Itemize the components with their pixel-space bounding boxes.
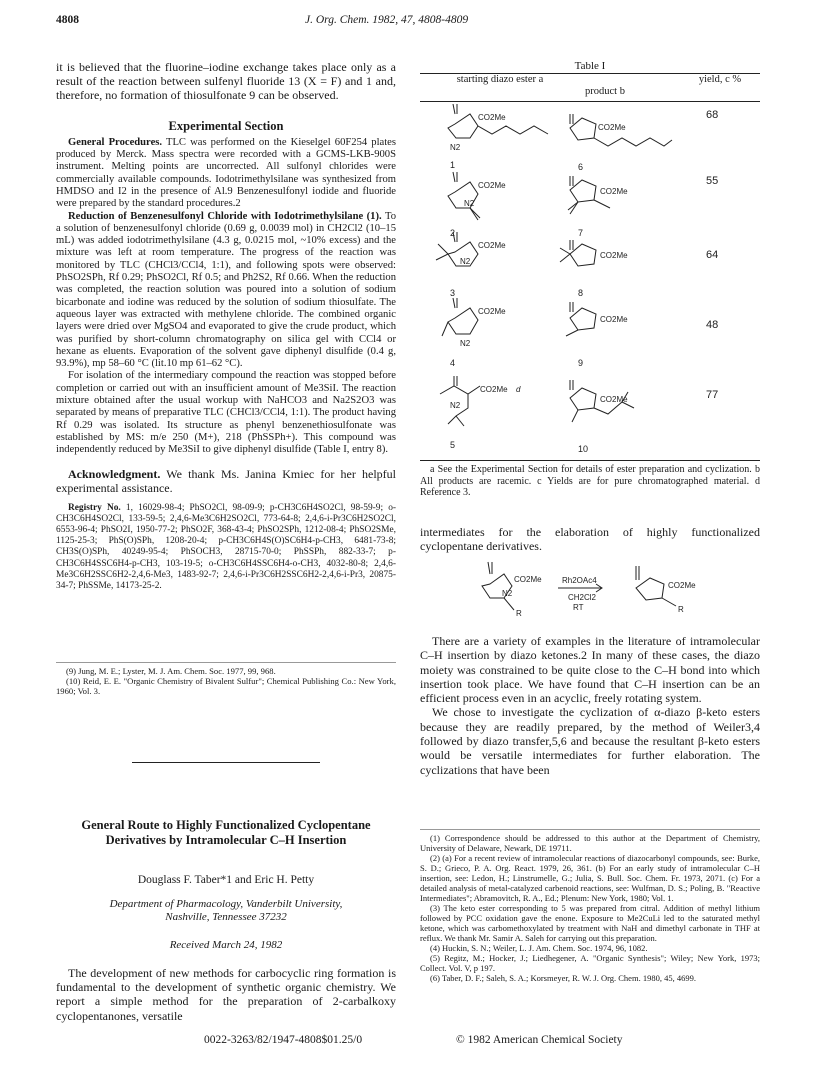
compound-number: 5: [450, 440, 456, 450]
reference-item: (1) Correspondence should be addressed to this author at the Department of Chemistry, University of Delaware, Newark, DE 19711.: [420, 833, 760, 853]
reduction-paragraph: [56, 211, 396, 371]
table-header-start: starting diazo ester a: [456, 74, 544, 85]
co2me-label: CO2Me: [478, 113, 506, 122]
received-date: Received March 24, 1982: [169, 939, 283, 951]
footer-code: 0022-3263/82/1947-4808$01.25/0: [204, 1034, 363, 1046]
co2me-label: CO2Me: [478, 181, 506, 190]
article-divider: [132, 762, 320, 763]
right-references: [420, 833, 760, 983]
n2-label: N2: [450, 143, 461, 152]
abstract-text: The development of new methods for carbocyclic ring formation is fundamental to the development of synthetic organic chemistry. We report a simple method for the preparation of 2-carbalkoxy cyclopentanones, versatile: [56, 966, 396, 1023]
co2me-label: CO2Me: [600, 187, 628, 196]
compound-number: 4: [450, 358, 456, 368]
yield-value: 68: [706, 109, 719, 121]
compound-number: 6: [578, 162, 584, 172]
registry-heading: Registry No.: [68, 502, 121, 513]
reference-item: (6) Taber, D. F.; Saleh, S. A.; Korsmeyer, R. W. J. Org. Chem. 1980, 45, 4699.: [430, 973, 696, 983]
reference-item: (2) (a) For a recent review of intramolecular reactions of diazocarbonyl compounds, see: Burke, S. D.; Grieco, P. A. Org. React. 1979, 26, 361. (b) For an early study of intramolecular C–H insertion, see: Ledon, H.; Linstrumelle, G.; Julia, S. Bull. Soc. Chem. Fr. 1973, 2071. (c) For a detailed analysis of metal-catalyzed carbenoid reactions, see: Wulfman, D. S.; Poling, B. "Reactive Intermediates"; Abramovitch, R. A., Ed.; Plenum: New York, 1980; Vol. 1.: [420, 853, 760, 903]
co2me-label: CO2Me: [600, 395, 628, 404]
acknowledgment-text: We thank Ms. Janina Kmiec for her helpful experimental assistance.: [56, 466, 396, 495]
n2-label: N2: [464, 199, 475, 208]
compound-number: 7: [578, 228, 584, 238]
reaction-scheme: [470, 558, 730, 628]
co2me-label: CO2Me: [514, 575, 542, 584]
temperature-label: RT: [573, 603, 584, 612]
reduction-heading: Reduction of Benzenesulfonyl Chloride with Iodotrimethylsilane (1).: [68, 210, 382, 222]
co2me-label: CO2Me: [480, 385, 508, 394]
intermediates-text: intermediates for the elaboration of highly functionalized cyclopentane derivatives.: [420, 525, 760, 554]
reference-item: (10) Reid, E. E. "Organic Chemistry of Bivalent Sulfur"; Chemical Publishing Co.: New York, 1960; Vol. 3.: [56, 676, 396, 697]
yield-value: 55: [706, 175, 719, 187]
body-paragraph: We chose to investigate the cyclization of α-diazo β-keto esters because they are readily prepared, by the method of Weiler3,4 followed by diazo transfer,5,6 and because the resultant β-keto esters would be versatile intermediates for further elaboration. The cyclizations that have been: [420, 705, 760, 777]
r-label: R: [516, 609, 522, 618]
reference-item: (3) The keto ester corresponding to 5 was prepared from citral. Addition of methyl lithium followed by PCC oxidation gave the enone. Exposure to Me2CuLi led to the saturated methyl ketone, which was carbomethoxylated by treatment with NaH and dimethyl carbonate in THF at reflux. We thank Mr. Samir A. Saleh for carrying out this preparation.: [420, 903, 760, 943]
table-title: Table I: [574, 60, 606, 72]
reference-item: (9) Jung, M. E.; Lyster, M. J. Am. Chem. Soc. 1977, 99, 968.: [66, 666, 276, 676]
reference-item: (4) Huckin, S. N.; Weiler, L. J. Am. Chem. Soc. 1974, 96, 1082.: [430, 943, 648, 953]
table-structures: [420, 104, 760, 464]
registry-paragraph: [56, 503, 396, 593]
registry-text: 1, 16029-98-4; PhSO2Cl, 98-09-9; p-CH3C6H4SO2Cl, 98-59-9; o-CH3C6H4SO2Cl, 133-59-5; 2,4,6-Me3C6H2SO2Cl, 773-64-8; 2,4,6-i-Pr3C6H2SO2Cl, 6553-96-4; PhSO2I, 1950-77-2; PhSO2F, 368-43-4; PhSO2SPh, 1212-08-4; PhSO2SMe, 1125-25-3; PhS(O)SPh, 1208-20-4; p-CH3C6H4S(O)SC6H4-p-CH3, 6481-73-8; CH3S(O)SPh, 40249-95-4; PhSOCH3, 28715-70-0; PhSSPh, 882-33-7; p-CH3C6H4SSC6H4-p-CH3, 103-19-5; o-CH3C6H4SSC6H4-o-CH3, 4032-80-8; 2,4,6-Me3C6H2SSC6H2-2,4,6-Me3, 1483-92-7; 2,4,6-i-Pr3C6H2SSC6H2-2,4,6-i-Pr3, 20875-34-7; PhSSMe, 14173-25-2.: [56, 502, 397, 591]
catalyst-label: Rh2OAc4: [562, 576, 597, 585]
yield-value: 64: [706, 249, 719, 261]
reduction-text: To a solution of benzenesulfonyl chloride (0.69 g, 0.0039 mol) in CH2Cl2 (10–15 mL) was added iodotrimethylsilane (4.3 g, 0.0215 mol, ~10% excess) and the mixture was left at room temperature. The progress of the reaction was monitored by TLC (CHCl3/CCl4, 1:1), and following spots were observed: PhSO2SPh, Rf 0.29; PhSO2Cl, Rf 0.5; and Ph2S2, Rf 0.66. When the reduction was completed, the reaction solution was poured into a solution of sodium bicarbonate and iodine was reduced by the solution of sodium thiosulfate. The aqueous layer was extracted with methylene chloride. The combined organic layers were dried over MgSO4 and evaporated to give the crude product, which was purified by short-column chromatography on silica gel with CCl4 or hexane as eluents. Evaporation of the solvent gave diphenyl disulfide (0.4 g, 93.9%), mp 58–60 °C (lit.10 mp 61–62 °C).: [56, 210, 396, 370]
compound-number: 1: [450, 160, 456, 170]
table-header-yield: yield, c %: [698, 74, 742, 85]
acknowledgment-paragraph: [56, 467, 396, 495]
general-procedures-paragraph: [56, 137, 396, 211]
intermediates-paragraph: [420, 525, 760, 553]
left-column: [56, 60, 396, 592]
solvent-label: CH2Cl2: [568, 593, 597, 602]
page-number: 4808: [56, 14, 79, 26]
general-procedures-heading: General Procedures.: [68, 136, 163, 148]
compound-number: 8: [578, 288, 584, 298]
abstract-paragraph: [56, 966, 396, 1023]
r-label: R: [678, 605, 684, 614]
compound-number: 2: [450, 228, 456, 238]
n2-label: N2: [460, 257, 471, 266]
article-affiliation: Department of Pharmacology, Vanderbilt University, Nashville, Tennessee 37232: [109, 898, 343, 923]
structure-9: [566, 302, 596, 336]
n2-label: N2: [460, 339, 471, 348]
co2me-label: CO2Me: [600, 251, 628, 260]
table-header-product: product b: [585, 86, 625, 97]
right-footnote-divider: [420, 829, 760, 830]
body-paragraph: There are a variety of examples in the literature of intramolecular C–H insertion by diazo ketones.2 In many of these cases, the diazo moiety was constrained to be quite close to the C–H bond into which insertion took place. We have found that C–H insertion can be an efficient process even in an acyclic, freely rotating system.: [420, 634, 760, 706]
co2me-label: CO2Me: [668, 581, 696, 590]
reference-item: (5) Regitz, M.; Hocker, J.; Liedhegener, A. "Organic Synthesis"; Wiley; New York, 1973; Collect. Vol. V, p 197.: [420, 953, 760, 973]
n2-label: N2: [450, 401, 461, 410]
yield-value: 48: [706, 319, 719, 331]
co2me-label: CO2Me: [598, 123, 626, 132]
yield-value: 77: [706, 389, 719, 401]
experimental-section-title: Experimental Section: [168, 118, 284, 133]
right-body: [420, 634, 760, 777]
structure-4: [442, 298, 478, 336]
co2me-label: CO2Me: [600, 315, 628, 324]
footnote-d-marker: d: [516, 385, 521, 394]
table-footnote-text: a See the Experimental Section for details of ester preparation and cyclization. b All products are racemic. c Yields are for pure chromatographed material. d Reference 3.: [420, 464, 760, 499]
article-title: General Route to Highly Functionalized Cyclopentane Derivatives by Intramolecular C–H Insertion: [81, 818, 371, 847]
structure-2: [448, 172, 480, 220]
table-footnotes: [420, 464, 760, 499]
table-bottom-rule: [420, 460, 760, 461]
structure-3: [436, 232, 478, 266]
footnote-divider: [56, 662, 396, 663]
intro-paragraph: it is believed that the fluorine–iodine exchange takes place only as a result of the reaction between sulfenyl fluoride 13 (X = F) and 1 and, therefore, no formation of thiosulfonate 9 can be observed.: [56, 60, 396, 103]
isolation-paragraph: For isolation of the intermediary compound the reaction was stopped before completion or carried out with an insufficient amount of Me3SiI. The reaction mixture obtained after the usual workup with NaHCO3 and Na2S2O3 was separated by means of preparative TLC (CHCl3/CCl4, 1:1). The product having Rf 0.29 was isolated. Its structure as phenyl benzenethiosulfonate was established by MS: m/e 250 (M+), 218 (PhSSPh+). This compound was independently reduced by Me3SiI to give diphenyl disulfide (Table I, entry 8).: [56, 370, 396, 456]
n2-label: N2: [502, 589, 513, 598]
co2me-label: CO2Me: [478, 241, 506, 250]
compound-number: 10: [578, 444, 589, 454]
table-header-rule: [420, 101, 760, 102]
general-procedures-text: TLC was performed on the Kieselgel 60F254 plates produced by Merck. Mass spectra were recorded with a GCMS-LKB-900S instrument. Melting points are uncorrected. All sulfonyl chlorides were commercially available compounds. Iodotrimethylsilane was synthesized from HMDSO and I2 in the presence of Al.9 Benzenesulfonyl iodide and fluoride were prepared by the standard procedures.2: [56, 136, 396, 210]
compound-number: 9: [578, 358, 584, 368]
footer-copyright: © 1982 American Chemical Society: [456, 1034, 623, 1046]
left-references: [56, 666, 396, 697]
co2me-label: CO2Me: [478, 307, 506, 316]
acknowledgment-heading: Acknowledgment.: [68, 466, 161, 481]
article-authors: Douglass F. Taber*1 and Eric H. Petty: [137, 874, 315, 886]
journal-citation: J. Org. Chem. 1982, 47, 4808-4809: [305, 14, 469, 26]
structure-8: [560, 240, 596, 266]
compound-number: 3: [450, 288, 456, 298]
